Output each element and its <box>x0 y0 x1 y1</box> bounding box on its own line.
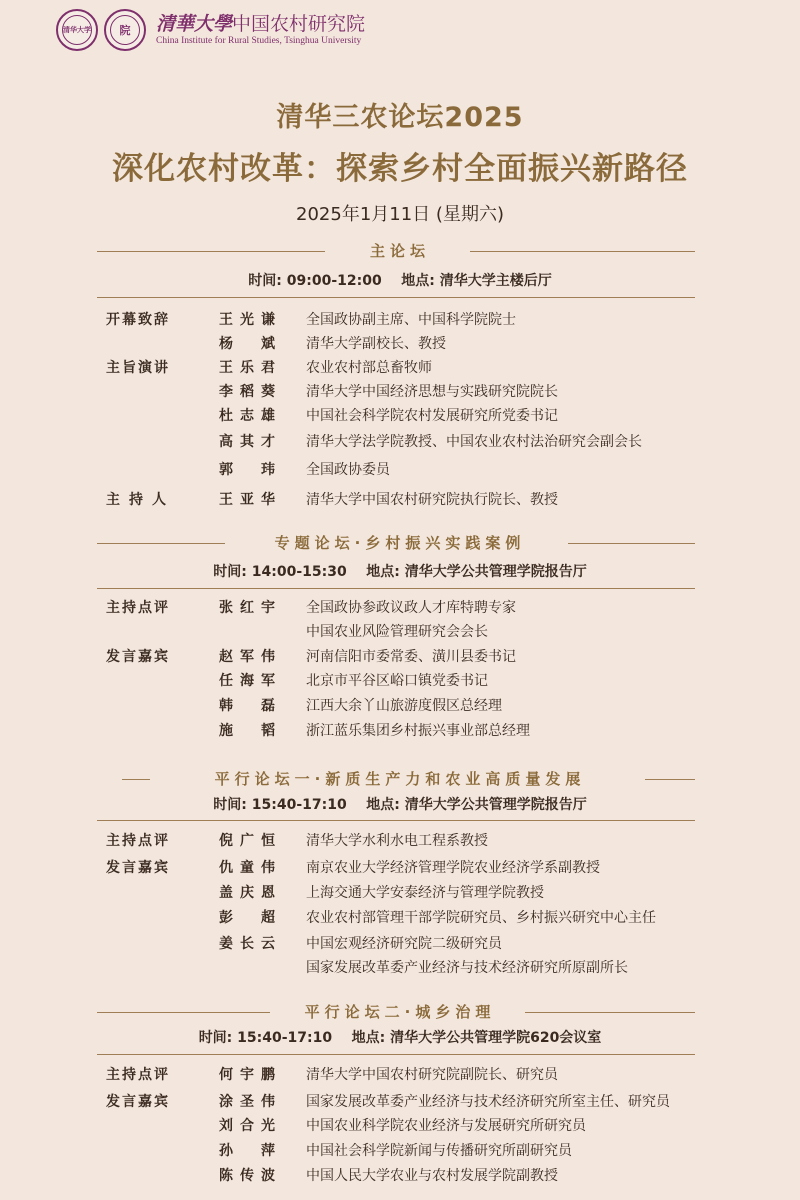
time-place-gap <box>347 564 367 580</box>
agenda-row <box>0 932 800 956</box>
speaker-title: 中国农业科学院农业经济与发展研究所研究员 <box>306 1118 586 1134</box>
speaker-title: 中国宏观经济研究院二级研究员 <box>306 936 502 952</box>
speaker-title: 北京市平谷区峪口镇党委书记 <box>306 673 488 689</box>
agenda-role: 发言嘉宾 <box>106 860 170 876</box>
speaker-title: 江西大余丫山旅游度假区总经理 <box>306 698 502 714</box>
header-logo-area <box>56 6 365 54</box>
agenda-role: 发言嘉宾 <box>106 649 170 665</box>
speaker-name: 刘合光 <box>219 1118 275 1134</box>
forum-theme: 深化农村改革：探索乡村全面振兴新路径 <box>112 151 688 187</box>
speaker-name: 涂圣伟 <box>219 1094 275 1110</box>
section-title <box>0 1001 800 1023</box>
agenda-row <box>0 881 800 905</box>
speaker-name: 王光谦 <box>219 312 275 328</box>
university-calligraphy: 清華大學 <box>156 13 233 35</box>
agenda-row <box>0 956 800 980</box>
speaker-name: 李稻葵 <box>219 384 275 400</box>
speaker-title: 农业农村部管理干部学院研究员、乡村振兴研究中心主任 <box>306 910 656 926</box>
agenda-row <box>0 620 800 644</box>
speaker-title: 清华大学中国经济思想与实践研究院院长 <box>306 384 558 400</box>
speaker-name: 孙萍 <box>219 1143 275 1159</box>
agenda-row <box>0 694 800 718</box>
speaker-name: 何宇鹏 <box>219 1067 275 1083</box>
section-title <box>0 768 800 790</box>
section-title-text: 主论坛 <box>364 242 436 260</box>
speaker-title: 中国社会科学院农村发展研究所党委书记 <box>306 408 558 424</box>
speaker-name: 彭超 <box>219 910 275 926</box>
speaker-name: 王乐君 <box>219 360 275 376</box>
speaker-title: 中国社会科学院新闻与传播研究所副研究员 <box>306 1143 572 1159</box>
section-heading <box>0 532 800 556</box>
agenda-role: 发言嘉宾 <box>106 1094 170 1110</box>
speaker-name: 杨斌 <box>219 336 275 352</box>
agenda-row <box>0 669 800 693</box>
agenda-row <box>0 356 800 380</box>
speaker-title: 全国政协副主席、中国科学院院士 <box>306 312 516 328</box>
agenda-row <box>0 1090 800 1114</box>
institute-name: 中国农村研究院 <box>232 13 366 35</box>
section-title-text: 平行论坛一·新质生产力和农业高质量发展 <box>209 770 592 788</box>
speaker-title: 国家发展改革委产业经济与技术经济研究所室主任、研究员 <box>306 1094 670 1110</box>
forum-title: 清华三农论坛2025 <box>276 102 524 133</box>
section-time: 时间: 15:40-17:10 <box>198 1030 333 1046</box>
speaker-name: 陈传波 <box>219 1168 275 1184</box>
section-heading <box>0 240 800 264</box>
agenda-row <box>0 308 800 332</box>
agenda-row <box>0 332 800 356</box>
speaker-name: 任海军 <box>219 673 275 689</box>
agenda-row <box>0 380 800 404</box>
section-rule <box>97 820 695 821</box>
institute-english-name: China Institute for Rural Studies, Tsinghua University <box>156 36 362 46</box>
agenda-role: 主持人 <box>106 492 175 508</box>
agenda-role: 主持点评 <box>106 600 170 616</box>
institute-name-line <box>156 13 365 35</box>
speaker-name: 施韬 <box>219 723 275 739</box>
agenda-row <box>0 458 800 482</box>
section-rule <box>97 297 695 298</box>
speaker-title: 清华大学中国农村研究院副院长、研究员 <box>306 1067 558 1083</box>
tsinghua-seal-logo <box>56 9 98 51</box>
speaker-title: 南京农业大学经济管理学院农业经济学系副教授 <box>306 860 600 876</box>
speaker-title: 浙江蓝乐集团乡村振兴事业部总经理 <box>306 723 530 739</box>
agenda-row <box>0 645 800 669</box>
section-rule <box>97 588 695 589</box>
speaker-title: 清华大学法学院教授、中国农业农村法治研究会副会长 <box>306 434 642 450</box>
section-place: 地点: 清华大学主楼后厅 <box>401 273 552 289</box>
speaker-name: 倪广恒 <box>219 833 275 849</box>
agenda-role: 开幕致辞 <box>106 312 170 328</box>
agenda-row <box>0 488 800 512</box>
speaker-name: 仇童伟 <box>219 860 275 876</box>
section-title <box>0 532 800 554</box>
time-place-gap <box>332 1030 352 1046</box>
agenda-row <box>0 1139 800 1163</box>
section-title <box>0 240 800 262</box>
speaker-title: 中国人民大学农业与农村发展学院副教授 <box>306 1168 558 1184</box>
speaker-title: 清华大学水利水电工程系教授 <box>306 833 488 849</box>
speaker-title: 上海交通大学安泰经济与管理学院教授 <box>306 885 544 901</box>
section-place: 地点: 清华大学公共管理学院报告厅 <box>366 797 587 813</box>
agenda-row <box>0 430 800 454</box>
agenda-row <box>0 404 800 428</box>
section-time-place <box>0 561 800 581</box>
speaker-title: 国家发展改革委产业经济与技术经济研究所原副所长 <box>306 960 628 976</box>
time-place-gap <box>382 273 402 289</box>
speaker-name: 姜长云 <box>219 936 275 952</box>
speaker-name: 韩磊 <box>219 698 275 714</box>
speaker-name: 盖庆恩 <box>219 885 275 901</box>
agenda-row <box>0 719 800 743</box>
agenda-row <box>0 596 800 620</box>
section-time-place <box>0 270 800 290</box>
speaker-name: 杜志雄 <box>219 408 275 424</box>
agenda-row <box>0 906 800 930</box>
speaker-title: 中国农业风险管理研究会会长 <box>306 624 488 640</box>
section-time: 时间: 15:40-17:10 <box>213 797 347 813</box>
time-place-gap <box>347 797 367 813</box>
section-heading <box>0 768 800 792</box>
section-time: 时间: 09:00-12:00 <box>248 273 382 289</box>
section-place: 地点: 清华大学公共管理学院报告厅 <box>366 564 587 580</box>
speaker-name: 高其才 <box>219 434 275 450</box>
speaker-title: 全国政协参政议政人才库特聘专家 <box>306 600 516 616</box>
speaker-title: 全国政协委员 <box>306 462 390 478</box>
speaker-title: 清华大学中国农村研究院执行院长、教授 <box>306 492 558 508</box>
institute-brand <box>156 13 365 47</box>
agenda-row <box>0 829 800 853</box>
agenda-row <box>0 1114 800 1138</box>
agenda-role: 主旨演讲 <box>106 360 170 376</box>
speaker-title: 河南信阳市委常委、潢川县委书记 <box>306 649 516 665</box>
institute-badge-logo <box>104 9 146 51</box>
section-title-text: 平行论坛二·城乡治理 <box>299 1003 502 1021</box>
section-time-place <box>0 794 800 814</box>
speaker-name: 王亚华 <box>219 492 275 508</box>
section-heading <box>0 1001 800 1025</box>
agenda-row <box>0 1063 800 1087</box>
agenda-row <box>0 856 800 880</box>
agenda-role: 主持点评 <box>106 833 170 849</box>
section-place: 地点: 清华大学公共管理学院620会议室 <box>351 1030 602 1046</box>
speaker-name: 张红宇 <box>219 600 275 616</box>
section-title-text: 专题论坛·乡村振兴实践案例 <box>269 534 532 552</box>
tsinghua-seal-inner: 清华大学 <box>62 15 92 45</box>
section-time-place <box>0 1027 800 1047</box>
speaker-title: 清华大学副校长、教授 <box>306 336 446 352</box>
event-date: 2025年1月11日 (星期六) <box>296 204 504 225</box>
agenda-row <box>0 1164 800 1188</box>
speaker-name: 郭玮 <box>219 462 275 478</box>
speaker-name: 赵军伟 <box>219 649 275 665</box>
institute-badge-inner: 院 <box>110 15 140 45</box>
agenda-role: 主持点评 <box>106 1067 170 1083</box>
section-time: 时间: 14:00-15:30 <box>213 564 347 580</box>
section-rule <box>97 1054 695 1055</box>
speaker-title: 农业农村部总畜牧师 <box>306 360 432 376</box>
